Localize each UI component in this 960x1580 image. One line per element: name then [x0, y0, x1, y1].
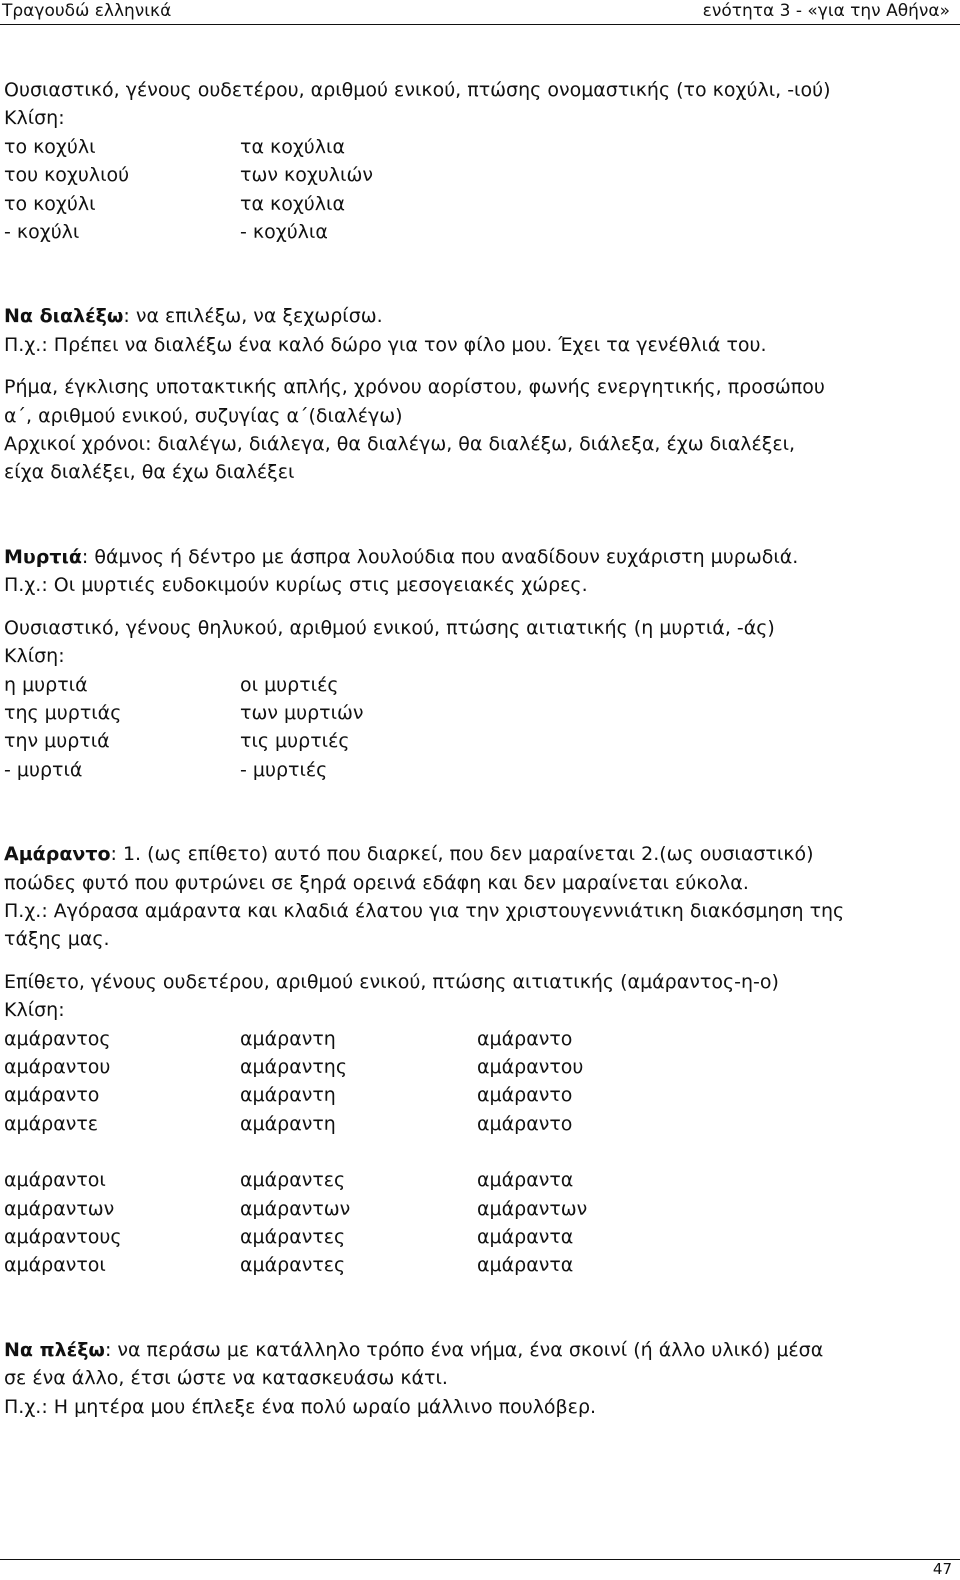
feminine-form: αμάραντων: [240, 1197, 351, 1220]
vocab-definition: : να επιλέξω, να ξεχωρίσω.: [123, 305, 383, 328]
masculine-form: αμάραντους: [4, 1226, 122, 1248]
vocab-definition-cont: σε ένα άλλο, έτσι ώστε να κατασκευάσω κάτι.: [4, 1367, 448, 1390]
neuter-form: αμάραντων: [477, 1197, 588, 1220]
plural-form: των μυρτιών: [240, 701, 364, 724]
example-text: : Η μητέρα μου έπλεξε ένα πολύ ωραίο μάλλινο πουλόβερ.: [41, 1395, 597, 1418]
declension-row: [4, 1223, 950, 1251]
neuter-form: αμάραντο: [477, 1027, 573, 1050]
vocab-definition: : θάμνος ή δέντρο με άσπρα λουλούδια που αναδίδουν ευχάριστη μυρωδιά.: [81, 545, 799, 568]
page-header: [0, 0, 960, 25]
declension-row: [4, 699, 950, 727]
masculine-form: αμάραντοι: [4, 1254, 106, 1277]
vocab-entry: [4, 543, 950, 571]
singular-form: του κοχυλιού: [4, 164, 130, 187]
declension-row: [4, 190, 950, 218]
declension-row: [4, 1166, 950, 1194]
example-sentence: [4, 571, 950, 599]
declension-table-singular: [4, 1025, 950, 1139]
masculine-form: αμάραντο: [4, 1084, 100, 1107]
grammar-description: Ουσιαστικό, γένους θηλυκού, αριθμού ενικού, πτώσης αιτιατικής (η μυρτιά, -άς): [4, 616, 775, 639]
plural-form: τα κοχύλια: [240, 192, 345, 215]
neuter-form: αμάραντα: [477, 1254, 574, 1277]
principal-tenses: Αρχικοί χρόνοι: διαλέγω, διάλεγα, θα διαλέγω, θα διαλέξω, διάλεξα, έχω διαλέξει,: [4, 433, 796, 456]
feminine-form: αμάραντη: [240, 1112, 336, 1135]
plural-form: - μυρτιές: [240, 758, 328, 781]
declension-table-plural: [4, 1166, 950, 1280]
singular-form: την μυρτιά: [4, 730, 110, 753]
singular-form: η μυρτιά: [4, 673, 88, 696]
declension-row: [4, 727, 950, 755]
neuter-form: αμάραντα: [477, 1169, 574, 1192]
feminine-form: αμάραντες: [240, 1226, 346, 1248]
declension-label: Κλίση:: [4, 999, 65, 1022]
page-content: [4, 76, 950, 1421]
declension-row: [4, 161, 950, 189]
masculine-form: αμάραντοι: [4, 1169, 106, 1192]
declension-table: [4, 671, 950, 785]
neuter-form: αμάραντο: [477, 1084, 573, 1107]
example-text: : Οι μυρτιές ευδοκιμούν κυρίως στις μεσογειακές χώρες.: [41, 574, 588, 597]
masculine-form: αμάραντου: [4, 1055, 111, 1078]
example-sentence: [4, 331, 950, 359]
grammar-description: Ρήμα, έγκλισης υποτακτικής απλής, χρόνου αορίστου, φωνής ενεργητικής, προσώπου: [4, 376, 825, 399]
vocab-term: Να πλέξω: [4, 1338, 105, 1361]
example-text-cont: τάξης μας.: [4, 928, 110, 951]
declension-label: Κλίση:: [4, 107, 65, 130]
singular-form: - κοχύλι: [4, 221, 80, 244]
neuter-form: αμάραντα: [477, 1226, 574, 1248]
vocab-term: Μυρτιά: [4, 545, 82, 568]
feminine-form: αμάραντες: [240, 1254, 346, 1277]
example-label: Π.χ.: [4, 333, 42, 356]
declension-row: [4, 1053, 950, 1081]
example-label: Π.χ.: [4, 1395, 42, 1418]
declension-label: Κλίση:: [4, 645, 65, 668]
declension-row: [4, 1251, 950, 1279]
vocab-term: Αμάραντο: [4, 843, 111, 866]
singular-form: το κοχύλι: [4, 192, 96, 215]
header-unit-title: ενότητα 3 - «για την Αθήνα»: [702, 1, 950, 21]
declension-row: [4, 1025, 950, 1053]
example-sentence: [4, 897, 950, 925]
neuter-form: αμάραντου: [477, 1055, 584, 1078]
masculine-form: αμάραντος: [4, 1027, 111, 1050]
example-label: Π.χ.: [4, 899, 42, 922]
feminine-form: αμάραντες: [240, 1169, 346, 1192]
declension-row: [4, 756, 950, 784]
plural-form: - κοχύλια: [240, 221, 328, 244]
feminine-form: αμάραντη: [240, 1027, 336, 1050]
plural-form: των κοχυλιών: [240, 164, 373, 187]
principal-tenses-cont: είχα διαλέξει, θα έχω διαλέξει: [4, 461, 295, 484]
vocab-definition: : 1. (ως επίθετο) αυτό που διαρκεί, που δεν μαραίνεται 2.(ως ουσιαστικό): [110, 843, 814, 866]
footer-rule: [0, 1559, 960, 1560]
example-sentence: [4, 1393, 950, 1421]
neuter-form: αμάραντο: [477, 1112, 573, 1135]
masculine-form: αμάραντε: [4, 1112, 99, 1135]
singular-form: - μυρτιά: [4, 758, 83, 781]
plural-form: τα κοχύλια: [240, 135, 345, 158]
vocab-definition-cont: ποώδες φυτό που φυτρώνει σε ξηρά ορεινά εδάφη και δεν μαραίνεται εύκολα.: [4, 871, 749, 894]
masculine-form: αμάραντων: [4, 1197, 115, 1220]
declension-row: [4, 218, 950, 246]
singular-form: της μυρτιάς: [4, 701, 122, 724]
plural-form: οι μυρτιές: [240, 673, 339, 696]
declension-row: [4, 671, 950, 699]
grammar-description: Ουσιαστικό, γένους ουδετέρου, αριθμού ενικού, πτώσης ονομαστικής (το κοχύλι, -ιού): [4, 79, 831, 101]
header-book-title: Τραγουδώ ελληνικά: [2, 1, 172, 21]
grammar-description-cont: α΄, αριθμού ενικού, συζυγίας α΄(διαλέγω): [4, 404, 403, 427]
vocab-term: Να διαλέξω: [4, 305, 124, 328]
example-text: : Πρέπει να διαλέξω ένα καλό δώρο για τον φίλο μου. Έχει τα γενέθλιά του.: [41, 333, 767, 356]
declension-table: [4, 133, 950, 247]
declension-row: [4, 1110, 950, 1138]
page-number: 47: [932, 1560, 952, 1578]
declension-row: [4, 133, 950, 161]
declension-row: [4, 1081, 950, 1109]
vocab-entry: [4, 1336, 950, 1364]
example-label: Π.χ.: [4, 574, 42, 597]
plural-form: τις μυρτιές: [240, 730, 350, 753]
declension-row: [4, 1195, 950, 1223]
feminine-form: αμάραντη: [240, 1084, 336, 1107]
vocab-entry: [4, 302, 950, 330]
grammar-description: Επίθετο, γένους ουδετέρου, αριθμού ενικού, πτώσης αιτιατικής (αμάραντος-η-ο): [4, 970, 779, 993]
example-text: : Αγόρασα αμάραντα και κλαδιά έλατου για την χριστουγεννιάτικη διακόσμηση της: [41, 899, 845, 922]
vocab-entry: [4, 840, 950, 868]
feminine-form: αμάραντης: [240, 1055, 347, 1078]
singular-form: το κοχύλι: [4, 135, 96, 158]
vocab-definition: : να περάσω με κατάλληλο τρόπο ένα νήμα, ένα σκοινί (ή άλλο υλικό) μέσα: [104, 1338, 824, 1361]
